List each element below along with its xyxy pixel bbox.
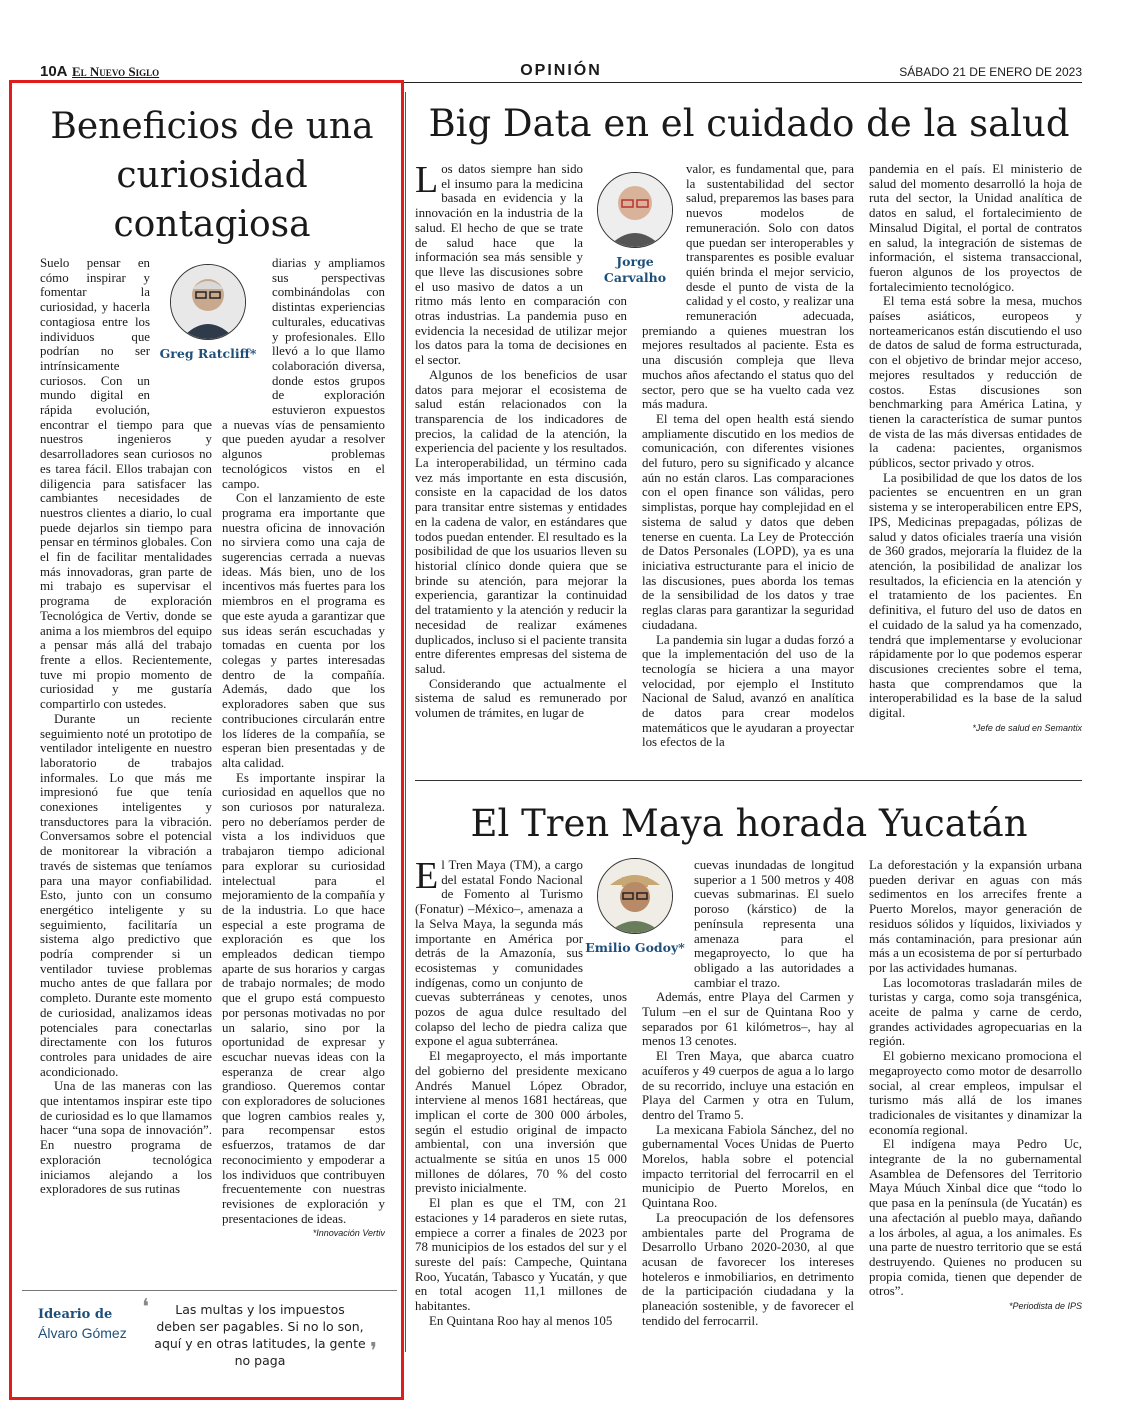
ideario-quote-box	[22, 1290, 397, 1368]
author-name: Greg Ratcliff*	[159, 346, 257, 361]
article-paragraph: diarias y ampliamos sus perspectivas combinándolas con distintas experiencias culturales, educativas y profesionales. Ello llevó a lo que llamo colaboración diversa, donde estos grupos de exploración estuvieron expuestos a nuevas vías de pensamiento que pueden ayudar a resolver algunos problemas tecnológicos vistos en el campo.	[222, 256, 385, 491]
article-paragraph: La deforestación y la expansión urbana pueden derivar en aguas con más sedimentos en los arrecifes frente a Puerto Morelos, mayor generación de residuos sólidos y líquidos, lixiviados y más contaminación, para presionar aún más a un ecosistema de por sí perturbado por las actividades humanas.	[869, 858, 1082, 975]
author-credit: *Jefe de salud en Semantix	[972, 722, 1082, 733]
article-paragraph: Con el lanzamiento de este programa era importante que nuestra oficina de innovación no sirviera como una caja de sugerencias cerrada a nuevas ideas. Más bien, uno de los incentivos más fuertes para los miembros en el programa es que este ayuda a garantizar que sus ideas serán escuchadas y tomadas en cuenta por los colegas y partes interesadas dentro de la compañía. Además, dado que los exploradores saben que sus contribuciones circularán entre los líderes de la compañía, se esperan bien presentadas y de alta calidad.	[222, 491, 385, 770]
article-paragraph: La mexicana Fabiola Sánchez, del no gubernamental Voces Unidas de Puerto Morelos, habla sobre el potencial impacto territorial del ferrocarril en el municipio de Puerto Morelos, en Quintana Roo.	[642, 1122, 854, 1211]
article-paragraph: En Quintana Roo hay al menos 105	[429, 1313, 613, 1328]
article-paragraph: Las locomotoras trasladarán miles de turistas y carga, como soja transgénica, aceite de palma y carne de cerdo, grandes actividades agropecuarias en la región.	[869, 975, 1082, 1049]
newspaper-name: El Nuevo Siglo	[72, 64, 160, 79]
article-paragraph: El tema está sobre la mesa, muchos países asiáticos, europeos y norteamericanos están discutiendo el uso de datos de salud de forma estructurada, con el objetivo de brindar mejor acceso, mejores resultados y reducción de costos. Estas discusiones son benchmarking para América Latina, y tienen la característica de sumar puntos de vista de las más diversas entidades de la cadena: pacientes, organismos públicos, sector privado y otros.	[869, 294, 1082, 471]
open-quote-icon: ❛	[142, 1295, 150, 1320]
article-title: Big Data en el cuidado de la salud	[428, 102, 1070, 145]
article-divider	[415, 780, 1082, 781]
article-column	[415, 162, 627, 772]
ideario-author: Álvaro Gómez	[38, 1325, 127, 1341]
author-name: Jorge Carvalho	[603, 254, 667, 285]
author-name: Emilio Godoy*	[585, 940, 685, 955]
article-column	[642, 162, 854, 772]
close-quote-icon: ❜	[370, 1339, 378, 1364]
article-column	[40, 256, 212, 1288]
ideario-quote: Las multas y los impuestos deben ser pagables. Si no lo son, aquí y en otras latitudes, la gente no paga	[154, 1302, 366, 1368]
article-title: Beneficios de una curiosidad contagiosa	[50, 106, 374, 245]
article-paragraph: La preocupación de los defensores ambientales parte del Programa de Desarrollo Urbano 2020-2030, al que acusan de favorecer los intereses hoteleros e inmobiliarios, en detrimento de la participación ciudadana y la planeación sostenible, y de favorecer el tendido del ferrocarril.	[642, 1210, 854, 1328]
article-paragraph: valor, es fundamental que, para la sustentabilidad del sector salud, preparemos las bases para nuevos modelos de remuneración. Solo con datos que puedan ser interoperables y transparentes es posible evaluar quién brinda el mejor servicio, desde el punto de vista de la calidad y el costo, y realizar una remuneración adecuada, premiando a quienes muestran los mejores resultados al paciente. Esta es una discusión compleja que lleva muchos años afectando el status quo del sector, pero que se ha vuelto cada vez más madura.	[642, 162, 854, 412]
ideario-label: Ideario de	[38, 1307, 113, 1322]
article-paragraph: El gobierno mexicano promociona el megaproyecto como motor de desarrollo social, al crear empleos, impulsar el turismo más allá de los imanes tradicionales de visitantes y dinamizar la economía regional.	[869, 1049, 1082, 1137]
article-paragraph: El indígena maya Pedro Uc, integrante de la no gubernamental Asamblea de Defensores del Territorio Maya Múuch Xinbal dice que “todo lo que pasa en la península (de Yucatán) es una afectación al pueblo maya, dañando a los árboles, al agua, a los animales. Es una parte de nuestro territorio que se está destruyendo. Quienes no producen su propia comida, tienen que depender de otros”.	[869, 1137, 1082, 1299]
article-paragraph: Algunos de los beneficios de usar datos para mejorar el ecosistema de salud están relacionados con la transparencia de los indicadores de precios, la calidad de la atención, la experiencia del paciente y los resultados. La interoperabilidad, un término cada vez más importante en esta discusión, consiste en la capacidad de los datos para transitar entre sistemas y entidades en la cadena de valor, en estándares que todos puedan entender. El resultado es la posibilidad de que los usuarios lleven su historial clínico donde quiera que se brinde su atención, para mejorar la experiencia, garantizar la continuidad del tratamiento y la atención y reducir la necesidad de realizar exámenes duplicados, incluso si el paciente transita entre diferentes empresas del sistema de salud.	[415, 367, 627, 676]
author-credit: *Innovación Vertiv	[312, 1228, 385, 1239]
page-number: 10A	[40, 63, 68, 80]
article-column	[869, 162, 1082, 772]
article-paragraph: Una de las maneras con las que intentamos inspirar este tipo de curiosidad es lo que llamamos hacer “una sopa de innovación”. En nuestro programa de exploración tecnológica iniciamos alejando a los exploradores de sus rutinas	[40, 1079, 212, 1197]
author-credit: *Periodista de IPS	[1008, 1301, 1082, 1312]
article-column	[869, 858, 1082, 1358]
article-paragraph: El tema del open health está siendo ampliamente discutido en los medios de comunicación, con diferentes visiones del futuro, pero su significado y alcance aún no están claros. Las comparaciones con el open finance son válidas, pero simplistas, porque hay complejidad en el sistema de salud y datos que deben tenerse en cuenta. La Ley de Protección de Datos Personales (LOPD), ya es una iniciativa estructurante para el inicio de las discusiones, pues aborda los temas de la sensibilidad de los datos y trae reglas claras para garantizar la seguridad ciudadana.	[642, 411, 854, 632]
article-title: El Tren Maya horada Yucatán	[470, 802, 1028, 845]
issue-date: SÁBADO 21 DE ENERO DE 2023	[899, 65, 1082, 79]
article-paragraph: El Tren Maya (TM), a cargo del estatal Fondo Nacional de Fomento al Turismo (Fonatur) –México–, amenaza a la Selva Maya, la segunda más importante en América por detrás de la Amazonía, sus ecosistemas y comunidades indígenas, como un conjunto de cuevas subterráneas y cenotes, unos pozos de agua dulce resultado del colapso del lecho de piedra caliza que expone el agua subterránea.	[415, 858, 627, 1049]
article-paragraph: Además, entre Playa del Carmen y Tulum –en el sur de Quintana Roo y separados por 61 kilómetros–, hay al menos 13 cenotes.	[642, 990, 854, 1049]
article-paragraph: El plan es que el TM, con 21 estaciones y 14 paraderos en siete rutas, empiece a correr a finales de 2023 por 78 municipios de los estados del sur y el sureste del país: Campeche, Quintana Roo, Yucatán, Tabasco y Yucatán, y que en total acogen 11,1 millones de habitantes.	[415, 1196, 627, 1314]
article-paragraph: Durante un reciente seguimiento noté un prototipo de ventilador inteligente en nuestro laboratorio de trabajos informales. Lo que más me impresionó fue que tenía conexiones inteligentes y transductores para la vibración. Conversamos sobre el potencial de monitorear la vibración a través de sistemas que teníamos para una mayor confiabilidad. Esto, junto con un consumo energético inteligente y su seguimiento, facilitaría un sistema algo predictivo que podría comprender si un ventilador tuviese problemas mucho antes de que fallara por completo. Durante este momento de curiosidad, analizamos ideas potenciales para conectarlas directamente con los futuros controles para unidades de aire acondicionado.	[40, 711, 212, 1079]
article-paragraph: Los datos siempre han sido el insumo para la medicina basada en evidencia y la innovación en la industria de la salud. El hecho de que se trate de salud hace que la información sea más sensible y que lleve las discusiones sobre el uso masivo de datos a un ritmo más lento en comparación con otras industrias. La pandemia puso en evidencia la necesidad de utilizar mejor los datos para la toma de decisiones en el sector.	[415, 162, 627, 368]
article-paragraph: cuevas inundadas de longitud superior a 1 500 metros y 408 cuevas submarinas. El suelo poroso (kárstico) de la península representa una amenaza para el megaproyecto, lo que ha obligado a las autoridades a cambiar el trazo.	[694, 858, 854, 990]
article-column	[415, 858, 627, 1358]
article-paragraph: El Tren Maya, que abarca cuatro acuíferos y 49 cuerpos de agua a lo largo de su recorrido, incluye una estación en Playa del Carmen y otra en Tulum, dentro del Tramo 5.	[642, 1049, 854, 1122]
article-column	[222, 256, 385, 1288]
section-title: OPINIÓN	[520, 62, 602, 79]
article-paragraph: Considerando que actualmente el sistema de salud es remunerado por volumen de trámites, en lugar de	[415, 676, 627, 721]
article-paragraph: Es importante inspirar la curiosidad en aquellos que no son curiosos por naturaleza. pero no deberíamos perder de vista a los individuos que trabajaron tiempo adicional para explorar su curiosidad intelectual para el mejoramiento de la compañía y de la industria. Lo que hace especial a este programa de exploración es que los empleados dedican tiempo aparte de sus horarios y cargas de trabajo normales; de modo que el grupo está compuesto por personas motivadas no por un salario, sino por la oportunidad de expresar y escuchar nuevas ideas con la esperanza de crear algo grandioso. Queremos contar con exploradores de soluciones que logren cambios reales y, para recompensar estos esfuerzos, tratamos de dar reconocimiento y empoderar a los individuos que contribuyen frecuentemente con nuestras revisiones de exploración y presentaciones de ideas.	[222, 770, 385, 1226]
article-paragraph: Suelo pensar en cómo inspirar y fomentar la curiosidad, y hacerla contagiosa entre los individuos que podrían no ser intrínsicamente curiosos. Con un mundo digital en rápida evolución, encontrar el tiempo para que nuestros ingenieros y desarrolladores sean curiosos no es tarea fácil. Ellos trabajan con diligencia para satisfacer las cambiantes necesidades de nuestros clientes a diario, lo cual puede dejarlos sin tiempo para pensar en términos globales. Con el fin de facilitar mentalidades más innovadoras, gran parte de mi trabajo es supervisar el programa de exploración Tecnológica de Vertiv, donde se anima a los miembros del equipo a pensar más allá del trabajo frente a ellos. Recientemente, tuve mi propio momento de curiosidad y me gustaría compartirlo con ustedes.	[40, 256, 212, 712]
article-column	[642, 858, 854, 1358]
drop-cap: L	[415, 162, 439, 201]
drop-cap: E	[415, 858, 439, 897]
article-paragraph: La pandemia sin lugar a dudas forzó a que la implementación del uso de la tecnología se hiciera a una mayor velocidad, por ejemplo el Instituto Nacional de Salud, avanzó en analítica de datos para crear modelos matemáticos que le ayudaran a proyectar los efectos de la	[642, 632, 854, 750]
article-paragraph: pandemia en el país. El ministerio de salud del momento desarrolló la hoja de ruta del sector, la Unidad analítica de datos en salud, el fortalecimiento de Minsalud Digital, el portal de contratos en salud, la integración de sistemas de información, el sistema transaccional, fueron algunos de los proyectos de fortalecimiento tecnológico.	[869, 162, 1082, 294]
article-paragraph: El megaproyecto, el más importante del gobierno del presidente mexicano Andrés Manuel López Obrador, interviene al menos 1681 hectáreas, que implican el corte de 300 000 árboles, según el estudio original de impacto ambiental, con una inversión que actualmente se sitúa en unos 15 000 millones de dólares, 70 % del costo previsto inicialmente.	[415, 1049, 627, 1196]
article-paragraph: La posibilidad de que los datos de los pacientes se encuentren en un gran sistema y se interoperabilicen entre EPS, IPS, Medicinas prepagadas, pólizas de salud y datos oficiales traería una visión de 360 grados, mejoraría la fluidez de la atención, la posibilidad de analizar los resultados, la eficiencia en la atención y el tratamiento de los pacientes. En definitiva, el futuro del uso de datos en el cuidado de la salud ya ha comenzado, tendrá que implementarse y evolucionar rápidamente por lo que podemos esperar discusiones crecientes sobre el tema, hasta que comprendamos que la interoperabilidad es la base de la salud digital.	[869, 470, 1082, 721]
column-divider	[405, 92, 406, 1352]
